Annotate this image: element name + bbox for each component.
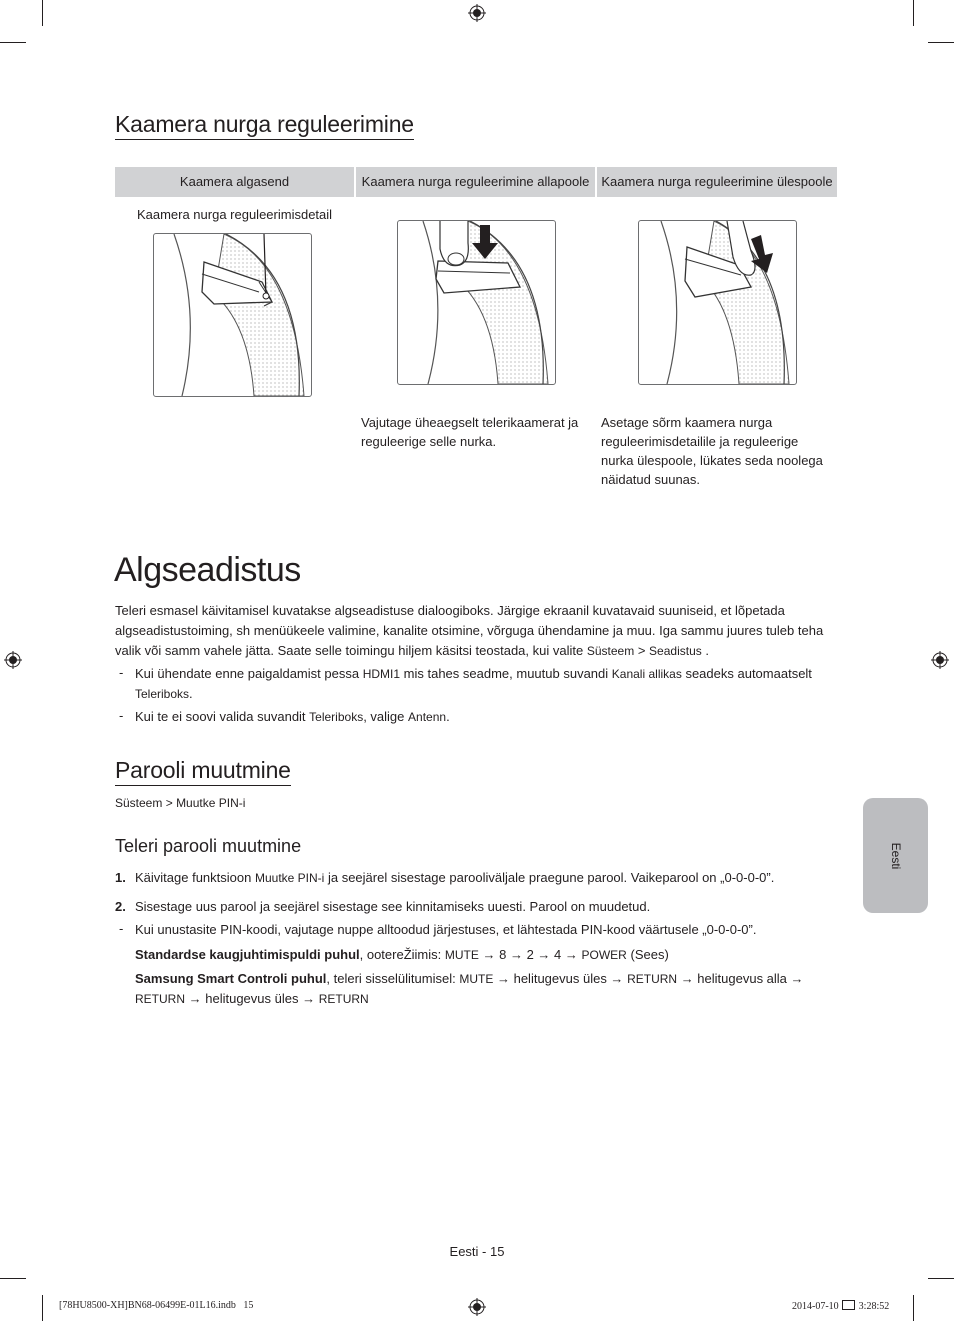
step-number: 1. bbox=[115, 870, 126, 885]
print-time: 3:28:52 bbox=[858, 1301, 890, 1312]
menu-path: Süsteem > Muutke PIN-i bbox=[115, 796, 246, 810]
crop-mark bbox=[42, 1295, 43, 1321]
change-pin-label: Muutke PIN-i bbox=[254, 871, 325, 885]
mute-key: MUTE bbox=[459, 972, 494, 986]
power-key: POWER bbox=[581, 948, 627, 962]
language-side-tab bbox=[863, 798, 928, 913]
note-dash: - bbox=[119, 665, 124, 680]
page-number: Eesti - 15 bbox=[449, 1244, 505, 1259]
menu-separator: > bbox=[637, 643, 646, 658]
set-top-box-label: Teleriboks bbox=[135, 687, 190, 701]
print-timestamp bbox=[792, 1300, 889, 1312]
password-change-heading: Parooli muutmine bbox=[115, 757, 291, 786]
crop-mark bbox=[42, 0, 43, 26]
return-key: RETURN bbox=[135, 992, 185, 1006]
camera-down-illustration bbox=[397, 220, 556, 385]
clock-icon bbox=[842, 1300, 855, 1310]
tv-password-subheading: Teleri parooli muutmine bbox=[115, 836, 302, 856]
return-key: RETURN bbox=[627, 972, 678, 986]
initial-setup-heading: Algseadistus bbox=[114, 551, 301, 589]
caption-down: Vajutage üheaegselt telerikaamerat ja reguleerige selle nurka. bbox=[361, 415, 579, 449]
antenna-label: Antenn bbox=[408, 710, 447, 724]
crop-mark bbox=[913, 0, 914, 26]
file-info: [78HU8500-XH]BN68-06499E-01L16.indb 15 bbox=[59, 1300, 254, 1311]
caption-up: Asetage sõrm kaamera nurga reguleerimisdetailile ja reguleerige nurka ülespoole, lükates seda noolega näidatud suunas. bbox=[601, 415, 823, 487]
registration-mark-icon bbox=[931, 651, 949, 669]
note-hdmi: Kui ühendate enne paigaldamist pessa HDMI1 mis tahes seadme, muutub suvandi Kanali allikas seadeks automaatselt Teleriboks. bbox=[135, 666, 812, 701]
detail-label: Kaamera nurga reguleerimisdetail bbox=[136, 207, 333, 222]
note-antenna: Kui te ei soovi valida suvandit Teleriboks, valige Antenn. bbox=[135, 709, 450, 724]
smart-control-sequence: Samsung Smart Controli puhul, teleri sisselülitumisel: MUTE → helitugevus üles → RETURN → helitugevus alla → RETURN → helitugevus üles → RETURN bbox=[135, 971, 804, 1006]
intro-end: . bbox=[705, 643, 709, 658]
registration-mark-icon bbox=[4, 651, 22, 669]
print-date: 2014-07-10 bbox=[792, 1301, 839, 1312]
menu-system: Süsteem bbox=[586, 644, 635, 658]
channel-source-label: Kanali allikas bbox=[611, 667, 682, 681]
intro-text: Teleri esmasel käivitamisel kuvatakse algseadistuse dialoogiboks. Järgige ekraanil kuvatavaid suuniseid, et lõpetada algseadistustoiming, sh menüükeele valimine, kanalite otsimine, võrguga ühendamine ja muu. Iga sammu juures tuleb teha valik või samm vahele jätta. Saate selle toimingu hiljem käsitsi teostada, kui valite bbox=[115, 603, 824, 658]
crop-mark bbox=[0, 42, 26, 43]
table-header-up: Kaamera nurga reguleerimine ülespoole bbox=[597, 167, 837, 197]
crop-mark bbox=[928, 42, 954, 43]
crop-mark bbox=[913, 1295, 914, 1321]
setup-intro-paragraph bbox=[115, 601, 837, 661]
crop-mark bbox=[0, 1278, 26, 1279]
crop-mark bbox=[928, 1278, 954, 1279]
mute-key: MUTE bbox=[444, 948, 479, 962]
step-2: Sisestage uus parool ja seejärel sisestage see kinnitamiseks uuesti. Parool on muudetud. bbox=[135, 899, 651, 914]
camera-up-illustration bbox=[638, 220, 797, 385]
return-key: RETURN bbox=[318, 992, 369, 1006]
note-dash: - bbox=[119, 921, 124, 936]
table-header-down: Kaamera nurga reguleerimine allapoole bbox=[356, 167, 595, 197]
menu-setup: Seadistus bbox=[649, 644, 702, 658]
pin-reset-note: Kui unustasite PIN-koodi, vajutage nuppe alltoodud järjestuses, et lähtestada PIN-kood väärtusele „0-0-0-0”. bbox=[135, 922, 757, 937]
camera-angle-heading: Kaamera nurga reguleerimine bbox=[115, 111, 414, 140]
table-header-initial: Kaamera algasend bbox=[115, 167, 354, 197]
camera-initial-illustration bbox=[153, 233, 312, 397]
registration-mark-icon bbox=[468, 1298, 486, 1316]
step-1: Käivitage funktsioon Muutke PIN-i ja seejärel sisestage paroolivälјale praegune parool. Vaikeparool on „0-0-0-0”. bbox=[135, 870, 775, 885]
set-top-box-label: Teleriboks bbox=[309, 710, 364, 724]
hdmi1-label: HDMI1 bbox=[362, 667, 401, 681]
language-tab-label: Eesti bbox=[888, 842, 903, 869]
step-number: 2. bbox=[115, 899, 126, 914]
standard-remote-sequence: Standardse kaugjuhtimispuldi puhul, ootereŽiimis: MUTE → 8 → 2 → 4 → POWER (Sees) bbox=[135, 947, 669, 962]
registration-mark-icon bbox=[468, 4, 486, 22]
note-dash: - bbox=[119, 708, 124, 723]
